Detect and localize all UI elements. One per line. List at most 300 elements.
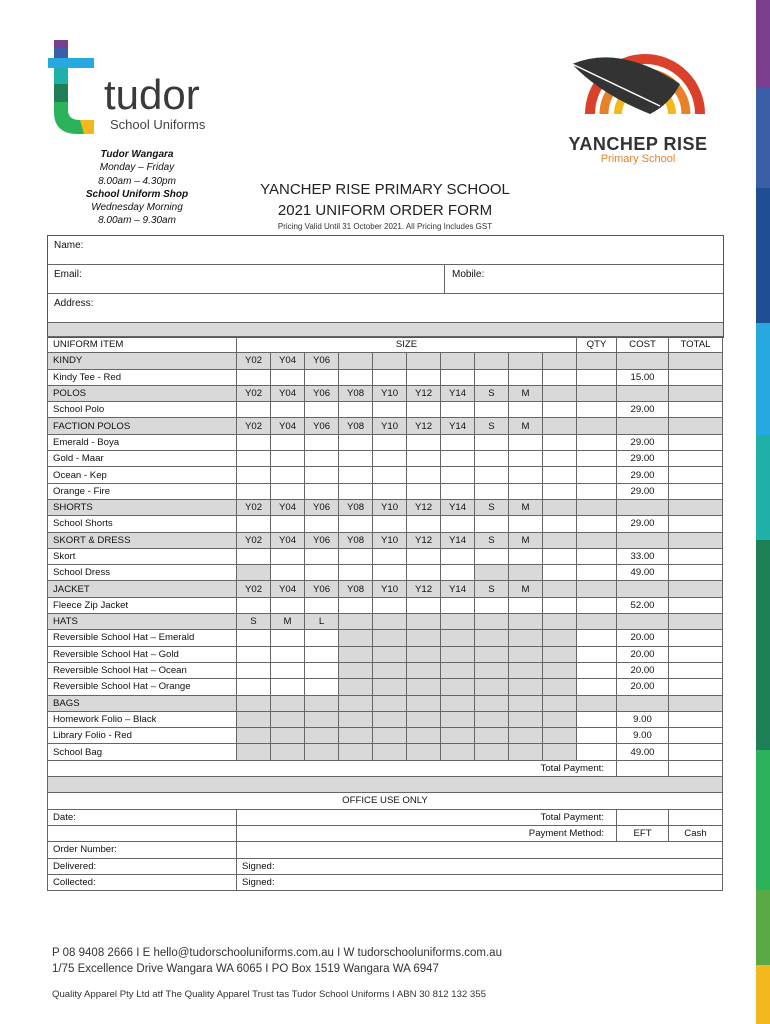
size-qty-cell[interactable] (339, 565, 373, 581)
size-label: Y04 (271, 418, 305, 434)
address-row[interactable] (48, 294, 723, 323)
item-row (48, 630, 723, 646)
total-cell[interactable] (669, 744, 723, 760)
item-row (48, 516, 723, 532)
size-qty-cell[interactable] (509, 402, 543, 418)
size-qty-cell[interactable] (305, 597, 339, 613)
size-label: M (509, 385, 543, 401)
item-label: Reversible School Hat – Orange (48, 679, 237, 695)
size-label: Y12 (407, 385, 441, 401)
size-qty-cell[interactable] (305, 434, 339, 450)
size-qty-cell[interactable] (305, 402, 339, 418)
total-cell[interactable] (669, 467, 723, 483)
size-label: M (509, 532, 543, 548)
size-label: Y14 (441, 499, 475, 515)
size-qty-cell[interactable] (475, 402, 509, 418)
size-qty-cell[interactable] (237, 467, 271, 483)
size-qty-cell[interactable] (305, 548, 339, 564)
size-qty-cell[interactable] (237, 630, 271, 646)
size-qty-cell[interactable] (373, 369, 407, 385)
cost-cell: 20.00 (617, 630, 669, 646)
size-label (543, 385, 577, 401)
tudor-wordmark: tudor (104, 71, 200, 118)
size-qty-cell (543, 679, 577, 695)
size-label (373, 614, 407, 630)
size-label: L (305, 614, 339, 630)
qty-cell[interactable] (577, 728, 617, 744)
size-qty-cell[interactable] (543, 402, 577, 418)
size-qty-cell[interactable] (441, 597, 475, 613)
item-label: Emerald - Boya (48, 434, 237, 450)
spacer-row (48, 777, 723, 793)
size-qty-cell[interactable] (407, 451, 441, 467)
cost-cell (617, 532, 669, 548)
qty-cell (577, 614, 617, 630)
size-label (543, 614, 577, 630)
size-qty-cell[interactable] (271, 467, 305, 483)
size-label: Y08 (339, 499, 373, 515)
total-cell[interactable] (669, 483, 723, 499)
address-line: 1/75 Excellence Drive Wangara WA 6065 I PO Box 1519 Wangara WA 6947 (52, 963, 439, 975)
shop-hours: Tudor Wangara Monday – Friday 8.00am – 4.30pm School Uniform Shop Wednesday Morning 8.00am – 9.30am (85, 149, 189, 227)
size-label: S (237, 614, 271, 630)
size-qty-cell (407, 711, 441, 727)
qty-cell (577, 532, 617, 548)
size-qty-cell[interactable] (271, 679, 305, 695)
size-qty-cell[interactable] (475, 483, 509, 499)
size-qty-cell[interactable] (441, 369, 475, 385)
size-qty-cell[interactable] (475, 451, 509, 467)
size-qty-cell[interactable] (237, 679, 271, 695)
size-qty-cell[interactable] (271, 646, 305, 662)
category-row (48, 614, 723, 630)
size-qty-cell (475, 662, 509, 678)
order-number-row (48, 842, 723, 858)
size-label: Y02 (237, 532, 271, 548)
size-qty-cell[interactable] (407, 597, 441, 613)
item-row (48, 483, 723, 499)
qty-cell[interactable] (577, 597, 617, 613)
size-qty-cell[interactable] (373, 565, 407, 581)
item-label: Gold - Maar (48, 451, 237, 467)
size-qty-cell (373, 630, 407, 646)
size-qty-cell (271, 728, 305, 744)
size-qty-cell[interactable] (373, 434, 407, 450)
size-qty-cell[interactable] (305, 662, 339, 678)
order-number-value[interactable] (237, 842, 723, 858)
size-qty-cell[interactable] (271, 402, 305, 418)
size-qty-cell[interactable] (407, 483, 441, 499)
col-cost-header: COST (617, 337, 669, 353)
size-qty-cell[interactable] (271, 516, 305, 532)
size-label: Y14 (441, 581, 475, 597)
delivered-label: Delivered: (48, 858, 237, 874)
size-label (475, 614, 509, 630)
size-qty-cell[interactable] (271, 434, 305, 450)
item-label: School Shorts (48, 516, 237, 532)
cost-cell: 20.00 (617, 662, 669, 678)
size-qty-cell[interactable] (475, 434, 509, 450)
item-label: Homework Folio – Black (48, 711, 237, 727)
size-qty-cell[interactable] (305, 565, 339, 581)
size-label: S (475, 385, 509, 401)
category-label: JACKET (48, 581, 237, 597)
size-qty-cell[interactable] (407, 369, 441, 385)
cost-cell: 52.00 (617, 597, 669, 613)
size-qty-cell[interactable] (305, 679, 339, 695)
size-label: Y06 (305, 532, 339, 548)
contact-fields (47, 235, 724, 338)
size-qty-cell[interactable] (475, 548, 509, 564)
size-qty-cell[interactable] (441, 467, 475, 483)
size-qty-cell[interactable] (543, 483, 577, 499)
size-qty-cell (509, 728, 543, 744)
size-qty-cell[interactable] (373, 548, 407, 564)
qty-cell[interactable] (577, 369, 617, 385)
size-qty-cell (543, 744, 577, 760)
size-qty-cell[interactable] (339, 516, 373, 532)
size-qty-cell[interactable] (271, 630, 305, 646)
size-qty-cell[interactable] (271, 451, 305, 467)
cost-cell (617, 581, 669, 597)
total-payment-cost (617, 760, 669, 776)
size-qty-cell (475, 711, 509, 727)
category-row (48, 499, 723, 515)
size-label: Y10 (373, 532, 407, 548)
qty-cell[interactable] (577, 434, 617, 450)
size-label: Y04 (271, 532, 305, 548)
size-qty-cell[interactable] (237, 434, 271, 450)
date-label: Date: (48, 809, 237, 825)
cost-cell: 9.00 (617, 728, 669, 744)
item-label: Skort (48, 548, 237, 564)
size-qty-cell (237, 728, 271, 744)
total-cell (669, 418, 723, 434)
item-label: School Dress (48, 565, 237, 581)
col-size-header: SIZE (237, 337, 577, 353)
size-qty-cell[interactable] (339, 467, 373, 483)
size-qty-cell[interactable] (339, 597, 373, 613)
payment-method-row (48, 825, 723, 841)
size-qty-cell[interactable] (441, 402, 475, 418)
size-qty-cell (543, 711, 577, 727)
spacer-row (48, 323, 723, 337)
size-qty-cell[interactable] (407, 565, 441, 581)
size-qty-cell[interactable] (339, 369, 373, 385)
size-qty-cell[interactable] (237, 451, 271, 467)
size-label: Y14 (441, 385, 475, 401)
size-label (237, 695, 271, 711)
size-qty-cell[interactable] (441, 483, 475, 499)
size-qty-cell[interactable] (237, 516, 271, 532)
size-qty-cell[interactable] (475, 467, 509, 483)
qty-cell[interactable] (577, 565, 617, 581)
cash-option[interactable]: Cash (669, 825, 723, 841)
size-label: S (475, 499, 509, 515)
qty-cell[interactable] (577, 646, 617, 662)
size-qty-cell[interactable] (509, 516, 543, 532)
size-qty-cell[interactable] (475, 597, 509, 613)
size-qty-cell (373, 744, 407, 760)
size-label (509, 695, 543, 711)
col-item-header: UNIFORM ITEM (48, 337, 237, 353)
size-qty-cell[interactable] (543, 516, 577, 532)
size-qty-cell (305, 744, 339, 760)
col-total-header: TOTAL (669, 337, 723, 353)
cost-cell: 15.00 (617, 369, 669, 385)
collected-signed[interactable]: Signed: (237, 874, 723, 890)
total-cell[interactable] (669, 711, 723, 727)
item-row (48, 597, 723, 613)
contact-line: P 08 9408 2666 I E hello@tudorschooluniforms.com.au I W tudorschooluniforms.com.au (52, 947, 502, 959)
size-qty-cell[interactable] (237, 662, 271, 678)
size-qty-cell[interactable] (339, 548, 373, 564)
school-sub-logo: Primary School (600, 153, 676, 165)
item-row (48, 744, 723, 760)
size-label: Y08 (339, 581, 373, 597)
size-qty-cell[interactable] (271, 369, 305, 385)
total-cell[interactable] (669, 565, 723, 581)
size-label (509, 353, 543, 369)
qty-cell[interactable] (577, 744, 617, 760)
size-qty-cell[interactable] (543, 369, 577, 385)
cost-cell: 29.00 (617, 402, 669, 418)
size-qty-cell[interactable] (475, 516, 509, 532)
size-qty-cell[interactable] (509, 597, 543, 613)
total-cell[interactable] (669, 402, 723, 418)
office-total-value[interactable] (669, 809, 723, 825)
size-qty-cell[interactable] (441, 565, 475, 581)
size-qty-cell (339, 728, 373, 744)
size-qty-cell[interactable] (475, 369, 509, 385)
category-label: HATS (48, 614, 237, 630)
size-qty-cell[interactable] (407, 516, 441, 532)
size-label: Y08 (339, 532, 373, 548)
size-qty-cell (237, 744, 271, 760)
qty-cell (577, 499, 617, 515)
cost-cell: 29.00 (617, 451, 669, 467)
spacer-cell (48, 777, 723, 793)
email-mobile-row (48, 265, 723, 294)
size-qty-cell (339, 679, 373, 695)
size-qty-cell (339, 630, 373, 646)
size-qty-cell[interactable] (509, 483, 543, 499)
size-qty-cell[interactable] (237, 548, 271, 564)
total-cell[interactable] (669, 369, 723, 385)
cost-cell: 29.00 (617, 516, 669, 532)
size-qty-cell[interactable] (509, 548, 543, 564)
size-qty-cell[interactable] (543, 467, 577, 483)
qty-cell[interactable] (577, 516, 617, 532)
size-qty-cell (305, 711, 339, 727)
size-qty-cell[interactable] (305, 630, 339, 646)
size-qty-cell (509, 744, 543, 760)
name-row[interactable] (48, 236, 723, 265)
size-qty-cell[interactable] (543, 451, 577, 467)
total-cell[interactable] (669, 548, 723, 564)
size-qty-cell[interactable] (305, 646, 339, 662)
cost-cell: 49.00 (617, 744, 669, 760)
size-label: Y04 (271, 385, 305, 401)
size-qty-cell (373, 679, 407, 695)
color-stripe (756, 0, 770, 1024)
size-label: M (509, 418, 543, 434)
total-cell (669, 385, 723, 401)
size-qty-cell (441, 646, 475, 662)
qty-cell[interactable] (577, 451, 617, 467)
size-label: Y10 (373, 385, 407, 401)
item-label: Reversible School Hat – Gold (48, 646, 237, 662)
size-qty-cell[interactable] (271, 597, 305, 613)
size-qty-cell (407, 662, 441, 678)
size-label (271, 695, 305, 711)
qty-cell[interactable] (577, 548, 617, 564)
category-label: SHORTS (48, 499, 237, 515)
size-qty-cell[interactable] (407, 434, 441, 450)
size-qty-cell[interactable] (373, 402, 407, 418)
size-qty-cell[interactable] (543, 434, 577, 450)
size-qty-cell (441, 744, 475, 760)
cost-cell: 29.00 (617, 434, 669, 450)
size-qty-cell[interactable] (441, 516, 475, 532)
size-qty-cell[interactable] (237, 646, 271, 662)
size-label (373, 353, 407, 369)
size-label (373, 695, 407, 711)
size-qty-cell[interactable] (339, 451, 373, 467)
item-row (48, 434, 723, 450)
size-qty-cell[interactable] (305, 451, 339, 467)
size-qty-cell (509, 646, 543, 662)
email-label: Email: (54, 269, 82, 280)
category-row (48, 581, 723, 597)
size-label: Y02 (237, 418, 271, 434)
size-qty-cell[interactable] (441, 434, 475, 450)
order-number-label: Order Number: (48, 842, 237, 858)
size-label: Y02 (237, 385, 271, 401)
size-qty-cell[interactable] (271, 548, 305, 564)
school-name-logo: YANCHEP RISE (568, 134, 708, 154)
office-total-cost (617, 809, 669, 825)
total-cell[interactable] (669, 597, 723, 613)
size-qty-cell[interactable] (237, 597, 271, 613)
size-qty-cell[interactable] (271, 565, 305, 581)
size-qty-cell[interactable] (407, 548, 441, 564)
item-row (48, 369, 723, 385)
size-qty-cell[interactable] (509, 451, 543, 467)
qty-cell[interactable] (577, 467, 617, 483)
total-cell[interactable] (669, 630, 723, 646)
size-qty-cell (475, 565, 509, 581)
delivered-signed[interactable]: Signed: (237, 858, 723, 874)
total-cell[interactable] (669, 662, 723, 678)
total-cell[interactable] (669, 451, 723, 467)
size-qty-cell (373, 711, 407, 727)
cost-cell: 20.00 (617, 679, 669, 695)
qty-cell[interactable] (577, 483, 617, 499)
size-qty-cell[interactable] (237, 369, 271, 385)
category-label: FACTION POLOS (48, 418, 237, 434)
size-label: Y08 (339, 385, 373, 401)
size-qty-cell[interactable] (509, 369, 543, 385)
qty-cell[interactable] (577, 402, 617, 418)
qty-cell[interactable] (577, 630, 617, 646)
size-qty-cell[interactable] (543, 597, 577, 613)
total-cell[interactable] (669, 679, 723, 695)
tudor-subtitle: School Uniforms (110, 117, 206, 132)
total-payment-value[interactable] (669, 760, 723, 776)
total-cell[interactable] (669, 646, 723, 662)
size-qty-cell[interactable] (271, 483, 305, 499)
size-qty-cell[interactable] (441, 451, 475, 467)
size-label (305, 695, 339, 711)
address-label: Address: (54, 298, 94, 309)
size-qty-cell (509, 662, 543, 678)
size-label (509, 614, 543, 630)
qty-cell (577, 581, 617, 597)
size-qty-cell[interactable] (509, 434, 543, 450)
size-qty-cell[interactable] (305, 369, 339, 385)
size-label (543, 581, 577, 597)
mobile-label: Mobile: (452, 269, 485, 280)
qty-cell[interactable] (577, 662, 617, 678)
size-qty-cell[interactable] (373, 516, 407, 532)
size-qty-cell[interactable] (509, 467, 543, 483)
item-row (48, 646, 723, 662)
size-qty-cell[interactable] (339, 402, 373, 418)
size-qty-cell[interactable] (339, 483, 373, 499)
size-qty-cell[interactable] (373, 467, 407, 483)
eft-option[interactable]: EFT (617, 825, 669, 841)
size-qty-cell[interactable] (271, 662, 305, 678)
size-qty-cell (543, 646, 577, 662)
size-qty-cell[interactable] (373, 451, 407, 467)
size-qty-cell (475, 728, 509, 744)
total-cell[interactable] (669, 728, 723, 744)
size-qty-cell[interactable] (305, 467, 339, 483)
size-qty-cell[interactable] (339, 434, 373, 450)
size-qty-cell[interactable] (237, 402, 271, 418)
total-cell[interactable] (669, 516, 723, 532)
size-qty-cell[interactable] (543, 565, 577, 581)
size-label: Y10 (373, 499, 407, 515)
size-label: Y02 (237, 353, 271, 369)
size-qty-cell[interactable] (441, 548, 475, 564)
total-cell[interactable] (669, 434, 723, 450)
col-qty-header: QTY (577, 337, 617, 353)
size-qty-cell[interactable] (373, 483, 407, 499)
size-label (441, 695, 475, 711)
size-qty-cell[interactable] (305, 483, 339, 499)
size-label: Y06 (305, 581, 339, 597)
size-label: Y08 (339, 418, 373, 434)
size-qty-cell[interactable] (373, 597, 407, 613)
size-qty-cell[interactable] (543, 548, 577, 564)
item-row (48, 467, 723, 483)
qty-cell[interactable] (577, 679, 617, 695)
size-qty-cell[interactable] (407, 467, 441, 483)
item-row (48, 402, 723, 418)
item-row (48, 451, 723, 467)
size-label (543, 499, 577, 515)
size-qty-cell (441, 711, 475, 727)
size-label: Y12 (407, 581, 441, 597)
size-qty-cell[interactable] (305, 516, 339, 532)
size-qty-cell (373, 662, 407, 678)
size-qty-cell (339, 646, 373, 662)
size-qty-cell[interactable] (407, 402, 441, 418)
size-qty-cell[interactable] (237, 483, 271, 499)
qty-cell[interactable] (577, 711, 617, 727)
